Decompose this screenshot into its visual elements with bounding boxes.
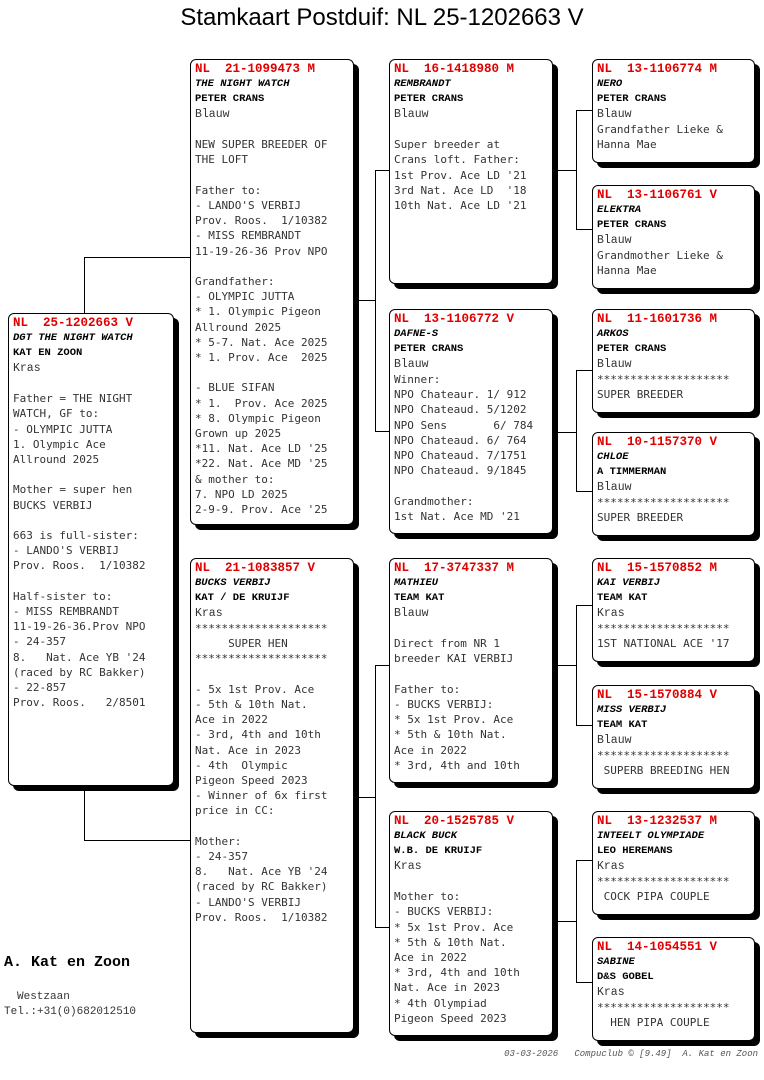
pigeon-notes: Super breeder at Crans loft. Father: 1st Prov. Ace LD '21 3rd Nat. Ace LD '18 10th Nat. Ace LD '21 — [394, 138, 527, 213]
pigeon-owner: PETER CRANS — [597, 93, 667, 105]
pigeon-name: THE NIGHT WATCH — [195, 78, 290, 90]
connector-line — [576, 110, 593, 111]
pigeon-card-father-mother[interactable] — [389, 309, 553, 534]
pigeon-card-subject[interactable] — [8, 313, 174, 786]
pigeon-owner: W.B. DE KRUIJF — [394, 845, 483, 857]
pigeon-card-fff[interactable] — [592, 59, 755, 163]
pigeon-color: Kras — [195, 607, 223, 620]
connector-line — [375, 170, 389, 171]
pigeon-name: INTEELT OLYMPIADE — [597, 830, 705, 842]
connector-line — [576, 860, 593, 861]
pigeon-color: Kras — [13, 362, 41, 375]
pigeon-owner: PETER CRANS — [597, 343, 667, 355]
pigeon-color: Blauw — [394, 358, 429, 371]
pigeon-notes: ******************** SUPER HEN ******************** - 5x 1st Prov. Ace - 5th & 10th Nat. Ace in 2022 - 3rd, 4th and 10th Nat. Ace in 2023 - 4th Olympic Pigeon Speed 2023 - Winner of 6x first price in CC: Mother: - 24-357 8. Nat. Ace YB '24 (raced by RC Bakker) - LANDO'S VERBIJ Prov. Roos. 1/10382 — [195, 622, 328, 924]
pigeon-card-mmm[interactable] — [592, 937, 755, 1041]
pigeon-name: DAFNE-S — [394, 328, 439, 340]
ring-number: NL 11-1601736 M — [597, 312, 718, 326]
connector-line — [576, 860, 577, 983]
ring-number: NL 21-1083857 V — [195, 561, 316, 575]
breeder-place: Westzaan — [17, 991, 70, 1003]
pigeon-color: Blauw — [597, 358, 632, 371]
pigeon-notes: ******************** SUPER BREEDER — [597, 373, 730, 402]
ring-number: NL 15-1570884 V — [597, 688, 718, 702]
pigeon-owner: LEO HEREMANS — [597, 845, 673, 857]
pigeon-color: Blauw — [394, 108, 429, 121]
pigeon-notes: Grandfather Lieke & Hanna Mae — [597, 123, 723, 152]
pigeon-color: Blauw — [597, 234, 632, 247]
pigeon-color: Kras — [394, 860, 422, 873]
breeder-name: A. Kat en Zoon — [4, 954, 131, 971]
pigeon-card-mff[interactable] — [592, 558, 755, 662]
ring-number: NL 13-1106772 V — [394, 312, 515, 326]
pigeon-notes: ******************** SUPER BREEDER — [597, 496, 730, 525]
pigeon-name: ELEKTRA — [597, 204, 642, 216]
pigeon-name: MATHIEU — [394, 577, 439, 589]
page-title: Stamkaart Postduif: NL 25-1202663 V — [180, 4, 584, 31]
breeder-contact — [4, 990, 136, 1020]
pigeon-color: Kras — [597, 860, 625, 873]
connector-line — [576, 370, 577, 492]
ring-number: NL 20-1525785 V — [394, 814, 515, 828]
pigeon-color: Blauw — [597, 481, 632, 494]
connector-line — [84, 786, 85, 841]
pigeon-notes: ******************** SUPERB BREEDING HEN — [597, 749, 730, 778]
pigeon-color: Blauw — [394, 607, 429, 620]
pigeon-card-fmf[interactable] — [592, 309, 755, 413]
pigeon-color: Blauw — [597, 734, 632, 747]
pigeon-owner: TEAM KAT — [394, 592, 445, 604]
pigeon-card-father-father[interactable] — [389, 59, 553, 284]
pigeon-card-ffm[interactable] — [592, 185, 755, 289]
pigeon-notes: NEW SUPER BREEDER OF THE LOFT Father to: - LANDO'S VERBIJ Prov. Roos. 1/10382 - MISS REMBRANDT 11-19-26-36 Prov NPO Grandfather: - OLYMPIC JUTTA * 1. Olympic Pigeon Allround 2025 * 5-7. Nat. Ace 2025 * 1. Prov. Ace 2025 - BLUE SIFAN * 1. Prov. Ace 2025 * 8. Olympic Pigeon Grown up 2025 *11. Nat. Ace LD '25 *22. Nat. Ace MD '25 & mother to: 7. NPO LD 2025 2-9-9. Prov. Ace '25 — [195, 138, 328, 517]
pigeon-color: Kras — [597, 986, 625, 999]
pigeon-owner: PETER CRANS — [394, 93, 464, 105]
footer-credits: 03-03-2026 Compuclub © [9.49] A. Kat en Zoon — [504, 1049, 758, 1059]
connector-line — [354, 797, 375, 798]
connector-line — [576, 725, 593, 726]
ring-number: NL 13-1106774 M — [597, 62, 718, 76]
pigeon-card-mfm[interactable] — [592, 685, 755, 789]
pigeon-color: Blauw — [195, 108, 230, 121]
pigeon-name: MISS VERBIJ — [597, 704, 667, 716]
pigeon-notes: Grandmother Lieke & Hanna Mae — [597, 249, 723, 278]
ring-number: NL 13-1232537 M — [597, 814, 718, 828]
pigeon-notes: ******************** 1ST NATIONAL ACE '17 — [597, 622, 730, 651]
pigeon-owner: KAT / DE KRUIJF — [195, 592, 290, 604]
ring-number: NL 25-1202663 V — [13, 316, 134, 330]
pigeon-card-mother-father[interactable] — [389, 558, 553, 783]
pigeon-notes: Mother to: - BUCKS VERBIJ: * 5x 1st Prov. Ace * 5th & 10th Nat. Ace in 2022 * 3rd, 4th and 10th Nat. Ace in 2023 * 4th Olympiad Pigeon Speed 2023 — [394, 890, 520, 1025]
pigeon-owner: PETER CRANS — [195, 93, 265, 105]
pigeon-owner: PETER CRANS — [394, 343, 464, 355]
pigeon-notes: Direct from NR 1 breeder KAI VERBIJ Father to: - BUCKS VERBIJ: * 5x 1st Prov. Ace * 5th & 10th Nat. Ace in 2022 * 3rd, 4th and 10th — [394, 637, 520, 772]
breeder-phone: Tel.:+31(0)682012510 — [4, 1006, 137, 1018]
pigeon-color: Blauw — [597, 108, 632, 121]
connector-line — [576, 982, 593, 983]
pigeon-notes: ******************** HEN PIPA COUPLE — [597, 1001, 730, 1030]
pigeon-name: ARKOS — [597, 328, 629, 340]
connector-line — [553, 432, 576, 433]
connector-line — [553, 921, 576, 922]
ring-number: NL 10-1157370 V — [597, 435, 718, 449]
connector-line — [576, 229, 593, 230]
pigeon-name: BUCKS VERBIJ — [195, 577, 271, 589]
connector-line — [375, 431, 389, 432]
connector-line — [375, 665, 389, 666]
pigeon-notes: Winner: NPO Chateaur. 1/ 912 NPO Chateaud. 5/1202 NPO Sens 6/ 784 NPO Chateaud. 6/ 764 NPO Chateaud. 7/1751 NPO Chateaud. 9/1845 Grandmother: 1st Nat. Ace MD '21 — [394, 373, 534, 523]
ring-number: NL 13-1106761 V — [597, 188, 718, 202]
pigeon-name: BLACK BUCK — [394, 830, 458, 842]
pigeon-card-father[interactable] — [190, 59, 354, 525]
connector-line — [354, 300, 375, 301]
connector-line — [576, 491, 593, 492]
pigeon-owner: A TIMMERMAN — [597, 466, 667, 478]
ring-number: NL 21-1099473 M — [195, 62, 316, 76]
pigeon-name: NERO — [597, 78, 623, 90]
ring-number: NL 17-3747337 M — [394, 561, 515, 575]
pigeon-owner: D&S GOBEL — [597, 971, 654, 983]
connector-line — [375, 665, 376, 928]
connector-line — [84, 257, 191, 258]
pigeon-card-mother[interactable] — [190, 558, 354, 1033]
ring-number: NL 16-1418980 M — [394, 62, 515, 76]
connector-line — [553, 665, 576, 666]
pigeon-owner: TEAM KAT — [597, 592, 648, 604]
pigeon-owner: PETER CRANS — [597, 219, 667, 231]
pigeon-name: CHLOE — [597, 451, 629, 463]
connector-line — [84, 840, 191, 841]
ring-number: NL 15-1570852 M — [597, 561, 718, 575]
pigeon-owner: KAT EN ZOON — [13, 347, 83, 359]
pigeon-owner: TEAM KAT — [597, 719, 648, 731]
connector-line — [576, 110, 577, 230]
pigeon-card-mother-mother[interactable] — [389, 811, 553, 1036]
connector-line — [576, 370, 593, 371]
pigeon-notes: ******************** COCK PIPA COUPLE — [597, 875, 730, 904]
pigeon-name: KAI VERBIJ — [597, 577, 661, 589]
connector-line — [576, 605, 577, 726]
pigeon-color: Kras — [597, 607, 625, 620]
connector-line — [375, 927, 389, 928]
ring-number: NL 14-1054551 V — [597, 940, 718, 954]
connector-line — [375, 170, 376, 432]
connector-line — [84, 257, 85, 313]
pigeon-name: SABINE — [597, 956, 635, 968]
connector-line — [576, 605, 593, 606]
pigeon-notes: Father = THE NIGHT WATCH, GF to: - OLYMPIC JUTTA 1. Olympic Ace Allround 2025 Mother = super hen BUCKS VERBIJ 663 is full-sister: - LANDO'S VERBIJ Prov. Roos. 1/10382 Half-sister to: - MISS REMBRANDT 11-19-26-36.Prov NPO - 24-357 8. Nat. Ace YB '24 (raced by RC Bakker) - 22-857 Prov. Roos. 2/8501 — [13, 392, 146, 710]
connector-line — [553, 170, 576, 171]
pigeon-name: REMBRANDT — [394, 78, 451, 90]
pigeon-card-mmf[interactable] — [592, 811, 755, 915]
pigeon-name: DGT THE NIGHT WATCH — [13, 332, 133, 344]
pigeon-card-fmm[interactable] — [592, 432, 755, 536]
